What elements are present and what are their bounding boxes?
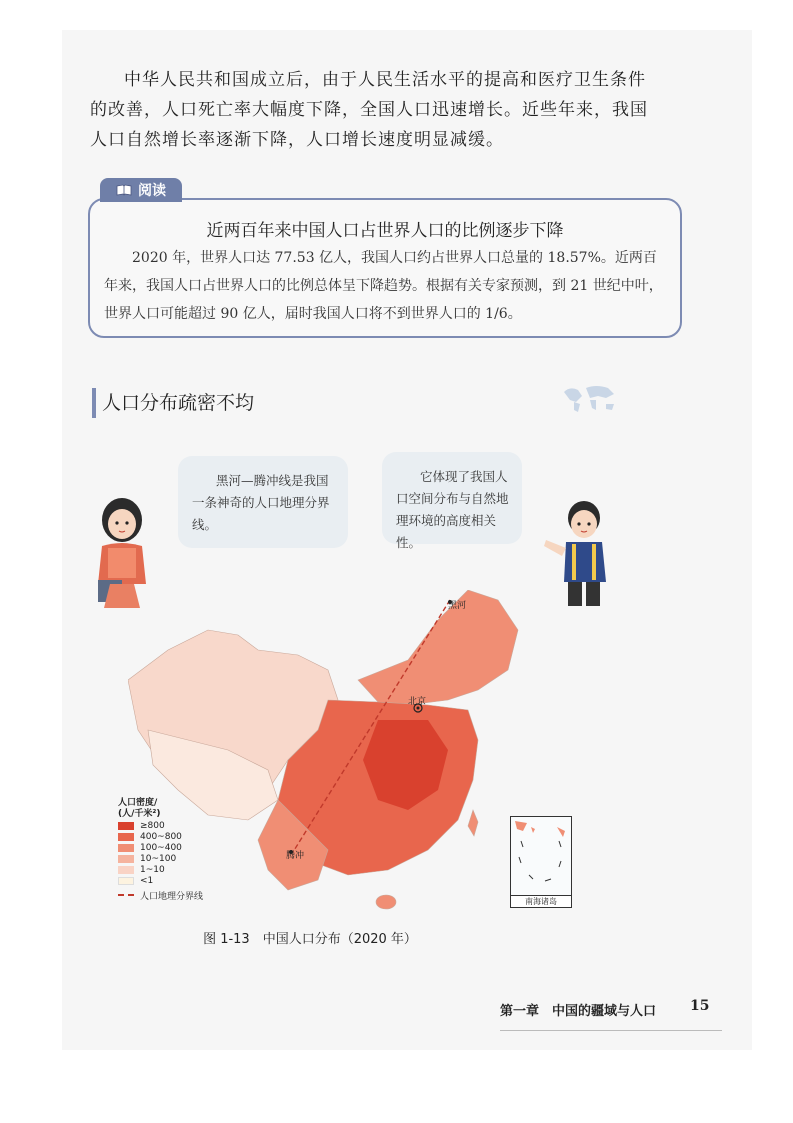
legend-item	[118, 831, 298, 842]
footer-divider	[500, 1030, 722, 1031]
legend-label: 1~10	[140, 864, 165, 875]
reading-box	[88, 198, 682, 338]
city-label-heihe: 黑河	[448, 601, 467, 611]
inset-label: 南海诸岛	[511, 895, 571, 907]
page-number: 15	[690, 998, 710, 1014]
bubble-text-girl: 黑河—腾冲线是我国一条神奇的人口地理分界线。	[192, 473, 330, 532]
bubble-text-boy: 它体现了我国人口空间分布与自然地理环境的高度相关性。	[396, 469, 509, 550]
intro-paragraph	[90, 65, 650, 155]
legend-label: 400~800	[140, 831, 182, 842]
hainan-island	[376, 895, 396, 909]
map-legend	[118, 798, 298, 902]
legend-swatch	[118, 866, 134, 874]
map-region-northeast	[358, 590, 518, 705]
dashed-line-icon	[118, 894, 134, 896]
book-icon	[116, 184, 132, 196]
legend-item	[118, 875, 298, 886]
figure-caption: 图 1-13 中国人口分布（2020 年）	[203, 932, 417, 947]
legend-swatch	[118, 877, 134, 885]
legend-line-label: 人口地理分界线	[140, 891, 204, 902]
legend-label: 10~100	[140, 853, 177, 864]
speech-bubble-girl	[178, 456, 348, 548]
legend-label: 100~400	[140, 842, 182, 853]
speech-bubble-boy	[382, 452, 522, 550]
legend-swatch	[118, 822, 134, 830]
boy-character-illustration	[536, 496, 616, 612]
world-map-icon	[560, 382, 620, 416]
intro-text: 中华人民共和国成立后，由于人民生活水平的提高和医疗卫生条件的改善，人口死亡率大幅度下降，全国人口迅速增长。近些年来，我国人口自然增长率逐渐下降，人口增长速度明显减缓。	[90, 70, 648, 150]
legend-item	[118, 864, 298, 875]
legend-swatch	[118, 844, 134, 852]
legend-unit: (人/千米²)	[118, 809, 161, 819]
legend-swatch	[118, 855, 134, 863]
south-china-sea-islands-map	[511, 817, 570, 891]
city-label-tengchong: 腾冲	[286, 851, 305, 861]
section-title: 人口分布疏密不均	[102, 392, 255, 414]
reading-tag	[100, 178, 182, 202]
taiwan-island	[468, 810, 478, 836]
reading-title: 近两百年来中国人口占世界人口的比例逐步下降	[206, 221, 564, 241]
reading-body	[104, 244, 664, 328]
section-accent-bar	[92, 388, 96, 418]
footer-chapter: 第一章 中国的疆域与人口	[500, 1004, 657, 1019]
legend-label: <1	[140, 875, 154, 886]
legend-boundary-line	[118, 888, 298, 902]
reading-text: 2020 年，世界人口达 77.53 亿人，我国人口约占世界人口总量的 18.57%。近两百年来，我国人口占世界人口的比例总体呈下降趋势。根据有关专家预测，到 21 世纪中叶，世界人口可能超过 90 亿人，届时我国人口将不到世界人口的 1/6。	[104, 250, 663, 322]
south-china-sea-inset	[510, 816, 572, 908]
legend-item	[118, 820, 298, 831]
city-label-beijing: 北京	[408, 697, 427, 707]
legend-label: ≥800	[140, 820, 165, 831]
legend-item	[118, 842, 298, 853]
legend-title: 人口密度/	[118, 798, 158, 808]
legend-swatch	[118, 833, 134, 841]
legend-item	[118, 853, 298, 864]
reading-tag-label: 阅读	[138, 183, 166, 199]
